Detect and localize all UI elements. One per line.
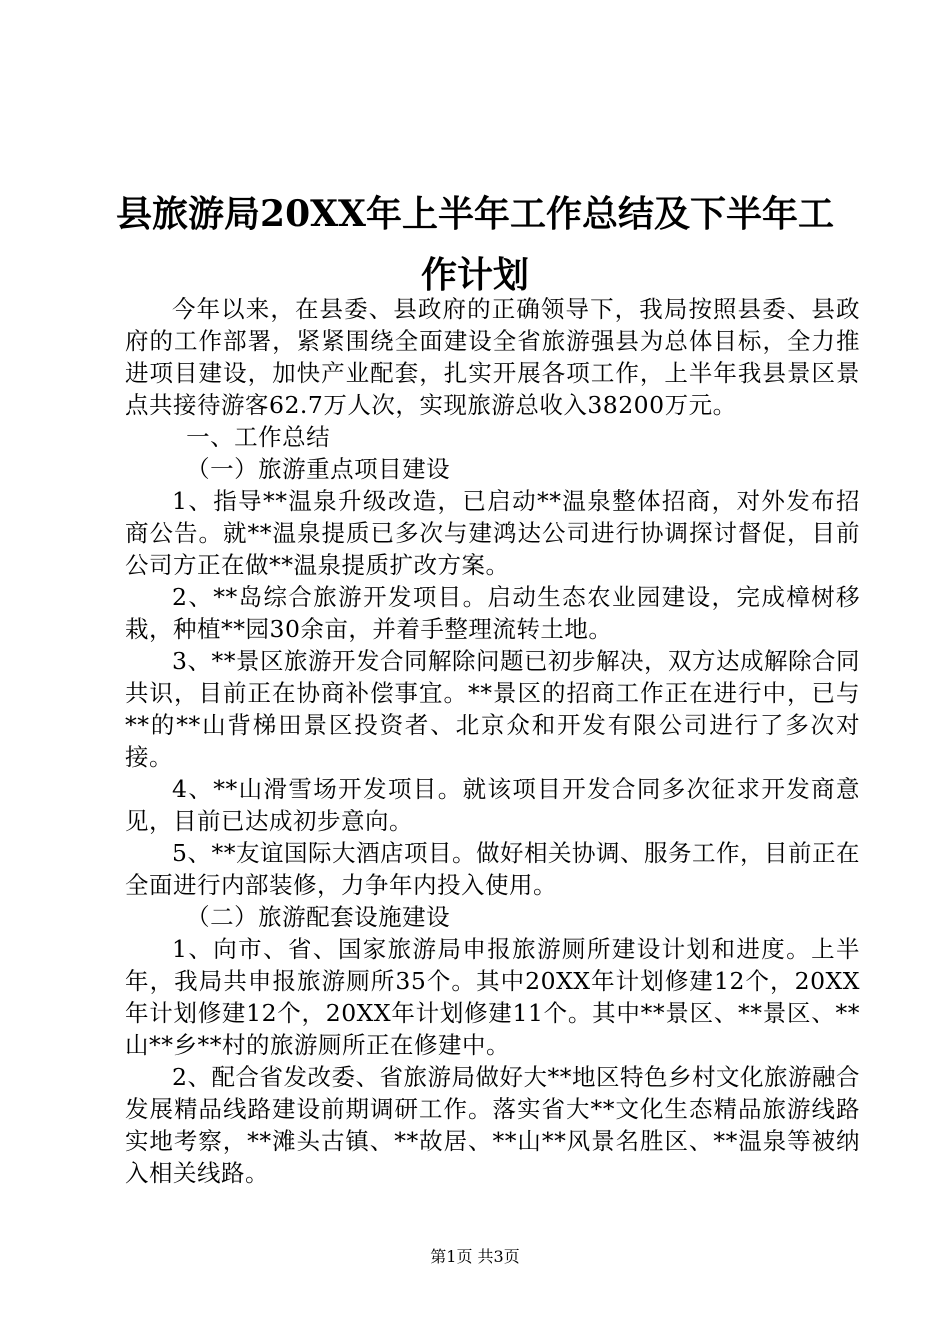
- subsection-heading-facilities: （二）旅游配套设施建设: [186, 903, 451, 931]
- section-heading-work-summary: 一、工作总结: [186, 423, 331, 451]
- paragraph-item: 2、配合省发改委、省旅游局做好大**地区特色乡村文化旅游融合发展精品线路建设前期调研工作。落实省大**文化生态精品旅游线路实地考察，**滩头古镇、**故居、**山**风景名胜区、**温泉等被纳入相关线路。: [125, 1063, 860, 1187]
- page-footer: 第1页 共3页: [430, 1247, 520, 1266]
- paragraph-intro: 今年以来，在县委、县政府的正确领导下，我局按照县委、县政府的工作部署，紧紧围绕全面建设全省旅游强县为总体目标，全力推进项目建设，加快产业配套，扎实开展各项工作，上半年我县景区景点共接待游客62.7万人次，实现旅游总收入38200万元。: [125, 295, 860, 419]
- paragraph-item: 4、**山滑雪场开发项目。就该项目开发合同多次征求开发商意见，目前已达成初步意向。: [125, 775, 860, 835]
- document-title-line-1: 县旅游局20XX年上半年工作总结及下半年工: [116, 193, 834, 235]
- paragraph-item: 2、**岛综合旅游开发项目。启动生态农业园建设，完成樟树移栽，种植**园30余亩，并着手整理流转土地。: [125, 583, 860, 643]
- document-title-line-2: 作计划: [420, 254, 529, 296]
- paragraph-item: 1、指导**温泉升级改造，已启动**温泉整体招商，对外发布招商公告。就**温泉提质已多次与建鸿达公司进行协调探讨督促，目前公司方正在做**温泉提质扩改方案。: [125, 487, 860, 579]
- paragraph-item: 5、**友谊国际大酒店项目。做好相关协调、服务工作，目前正在全面进行内部装修，力争年内投入使用。: [125, 839, 860, 899]
- document-body: [125, 293, 860, 1189]
- paragraph-item: 3、**景区旅游开发合同解除问题已初步解决，双方达成解除合同共识，目前正在协商补偿事宜。**景区的招商工作正在进行中，已与**的**山背梯田景区投资者、北京众和开发有限公司进行了多次对接。: [125, 647, 860, 771]
- subsection-heading-key-projects: （一）旅游重点项目建设: [186, 455, 451, 483]
- paragraph-item: 1、向市、省、国家旅游局申报旅游厕所建设计划和进度。上半年，我局共申报旅游厕所35个。其中20XX年计划修建12个，20XX年计划修建12个，20XX年计划修建11个。其中**景区、**景区、**山**乡**村的旅游厕所正在修建中。: [125, 935, 860, 1059]
